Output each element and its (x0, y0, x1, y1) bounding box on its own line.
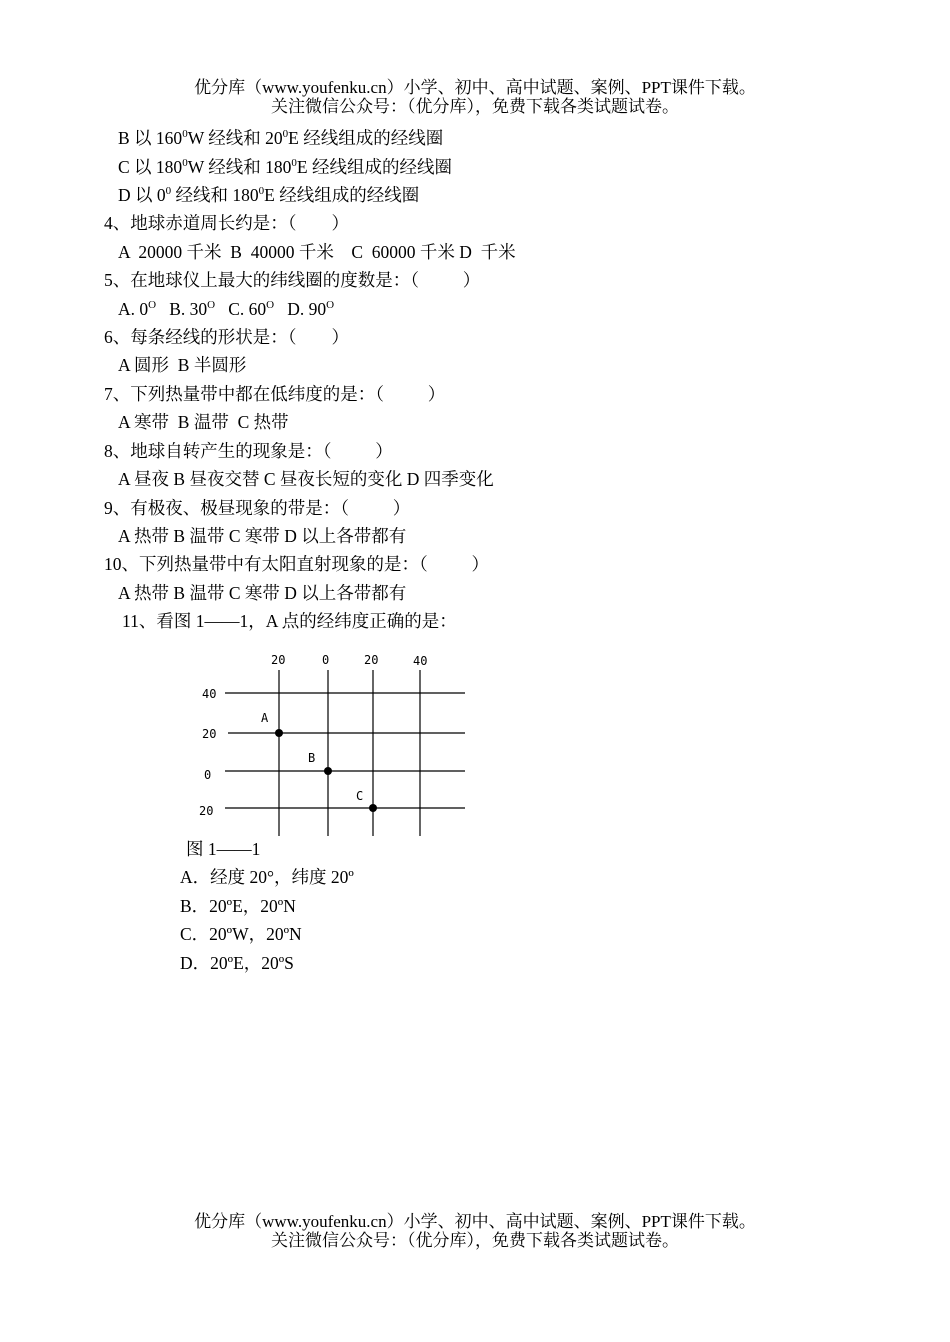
q3-option-c: C 以 $180^0W$ 经线和 $180^0E$ 经线组成的经线圈 (118, 157, 452, 177)
top-label: 20 (364, 653, 379, 667)
left-label: 20 (202, 727, 217, 741)
q11-option-b: B．20ºE，20ºN (180, 896, 296, 916)
q11-stem: 11、看图 1——1，A 点的经纬度正确的是： (122, 611, 457, 631)
left-label: 40 (202, 687, 217, 701)
header-line-2: 关注微信公众号：（优分库），免费下载各类试题试卷。 (271, 97, 679, 116)
point-c-marker (369, 804, 377, 812)
q3-option-d: D 以 $0^0$ 经线和 $180^0E$ 经线组成的经线圈 (118, 185, 420, 205)
left-label: 20 (199, 804, 214, 818)
q10-options: A 热带 B 温带 C 寒带 D 以上各带都有 (118, 583, 407, 603)
point-a-marker (275, 729, 283, 737)
q9-options: A 热带 B 温带 C 寒带 D 以上各带都有 (118, 526, 407, 546)
q11-option-d: D．20ºE，20ºS (180, 953, 294, 973)
q6-options: A 圆形 B 半圆形 (118, 355, 247, 375)
figure-caption: 图 1——1 (186, 839, 261, 859)
q4-options: A 20000 千米 B 40000 千米 C 60000 千米 D 千米 (118, 242, 516, 262)
q5-options: A. $0^O$ B. $30^O$ C. $60^O$ D. $90^O$ (118, 299, 335, 319)
point-b-label: B (308, 751, 316, 765)
q8-options: A 昼夜 B 昼夜交替 C 昼夜长短的变化 D 四季变化 (118, 469, 494, 489)
q11-option-a: A．经度 20°，纬度 20º (180, 867, 354, 887)
grid-lines (225, 670, 465, 836)
q7-stem: 7、下列热量带中都在低纬度的是：（ ） (104, 384, 446, 404)
footer-line-2: 关注微信公众号：（优分库），免费下载各类试题试卷。 (271, 1231, 679, 1250)
footer-line-1: 优分库（www.youfenku.cn）小学、初中、高中试题、案例、PPT课件下载。 (194, 1212, 756, 1231)
q8-stem: 8、地球自转产生的现象是：（ ） (104, 441, 393, 461)
latlon-grid-figure (190, 648, 480, 840)
point-b-marker (324, 767, 332, 775)
q6-stem: 6、每条经线的形状是：（ ） (104, 327, 349, 347)
top-label: 20 (271, 653, 286, 667)
q7-options: A 寒带 B 温带 C 热带 (118, 412, 289, 432)
top-label: 0 (322, 653, 330, 667)
q10-stem: 10、下列热量带中有太阳直射现象的是：（ ） (104, 554, 489, 574)
q11-option-c: C．20ºW，20ºN (180, 924, 302, 944)
q3-option-b: B 以 $160^0W$ 经线和 $20^0E$ 经线组成的经线圈 (118, 128, 444, 148)
point-a-label: A (261, 711, 269, 725)
header-line-1: 优分库（www.youfenku.cn）小学、初中、高中试题、案例、PPT课件下载。 (194, 78, 756, 97)
left-label: 0 (204, 768, 212, 782)
top-label: 40 (413, 654, 428, 668)
q9-stem: 9、有极夜、极昼现象的带是：（ ） (104, 498, 411, 518)
q5-stem: 5、在地球仪上最大的纬线圈的度数是：（ ） (104, 270, 481, 290)
point-c-label: C (356, 789, 364, 803)
q4-stem: 4、地球赤道周长约是：（ ） (104, 213, 349, 233)
